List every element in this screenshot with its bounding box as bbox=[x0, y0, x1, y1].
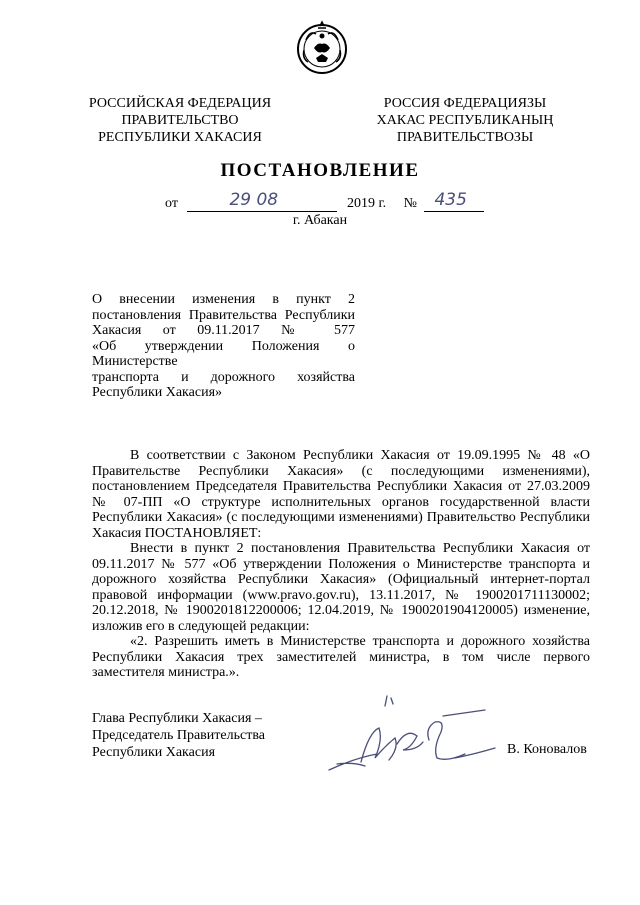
city-name: г. Абакан bbox=[292, 213, 348, 228]
position-line: Председатель Правительства bbox=[92, 728, 265, 743]
signer-name: В. Коновалов bbox=[507, 742, 587, 757]
header-right-line: ХАКАС РЕСПУБЛИКАНЫҢ bbox=[376, 113, 554, 128]
body-paragraph-preamble: В соответствии с Законом Республики Хакасия от 19.09.1995 № 48 «О Правительстве Республики Хакасия» (с последующими изменениями), постановлением Председателя Правительства Республики Хакасия от 27.03.2009 № 07-ПП «О структуре исполнительных органов государственной власти Республики Хакасия» (с последующими изменениями) Правительство Республики Хакасия ПОСТАНОВЛЯЕТ: bbox=[92, 448, 590, 541]
document-title: ПОСТАНОВЛЕНИЕ bbox=[220, 160, 420, 181]
position-line: Глава Республики Хакасия – bbox=[92, 711, 262, 726]
subject-line: Хакасия от 09.11.2017 № 577 bbox=[92, 323, 355, 338]
signatory-position bbox=[92, 710, 265, 761]
number-underline bbox=[424, 190, 484, 212]
position-line: Республики Хакасия bbox=[92, 745, 216, 760]
document-body bbox=[92, 448, 590, 681]
subject-line: постановления Правительства Республики bbox=[92, 307, 355, 323]
header-left-line: ПРАВИТЕЛЬСТВО bbox=[121, 113, 239, 128]
subject-line: О внесении изменения в пункт 2 bbox=[92, 292, 355, 307]
body-paragraph-amendment: Внести в пункт 2 постановления Правительства Республики Хакасия от 09.11.2017 № 577 «Об утверждении Положения о Министерстве транспорта и дорожного хозяйства Республики Хакасия» (Официальный интернет-портал правовой информации (www.pravo.gov.ru), 13.11.2017, № 1900201711130002; 20.12.2018, № 1900201812200006; 12.04.2019, № 1900201904120005) изменение, изложив его в следующей редакции: bbox=[92, 541, 590, 634]
date-number-line bbox=[165, 190, 484, 213]
handwritten-number: 435 bbox=[434, 190, 467, 210]
header-left-line: РЕСПУБЛИКИ ХАКАСИЯ bbox=[98, 130, 262, 145]
handwritten-date: 29 08 bbox=[229, 190, 279, 210]
body-paragraph-new-text: «2. Разрешить иметь в Министерстве транспорта и дорожного хозяйства Республики Хакасия трех заместителей министра, в том числе первого заместителя министра.». bbox=[92, 634, 590, 680]
subject-line: «Об утверждении Положения о Министерстве bbox=[92, 338, 355, 369]
subject-line: транспорта и дорожного хозяйства bbox=[92, 369, 355, 385]
handwritten-signature bbox=[325, 688, 505, 783]
from-label: от bbox=[165, 196, 178, 211]
header-left-line: РОССИЙСКАЯ ФЕДЕРАЦИЯ bbox=[88, 96, 272, 111]
header-right-line: РОССИЯ ФЕДЕРАЦИЯЗЫ bbox=[383, 96, 547, 111]
subject-line: Республики Хакасия» bbox=[92, 385, 223, 400]
date-underline bbox=[187, 190, 337, 212]
document-subject bbox=[92, 292, 355, 401]
coat-of-arms-emblem-icon bbox=[296, 20, 348, 76]
header-right-line: ПРАВИТЕЛЬСТВОЗЫ bbox=[396, 130, 534, 145]
year-text: 2019 г. bbox=[346, 196, 387, 211]
number-label: № bbox=[403, 196, 417, 211]
header-right-khakas bbox=[355, 95, 575, 146]
header-left-russian bbox=[70, 95, 290, 146]
